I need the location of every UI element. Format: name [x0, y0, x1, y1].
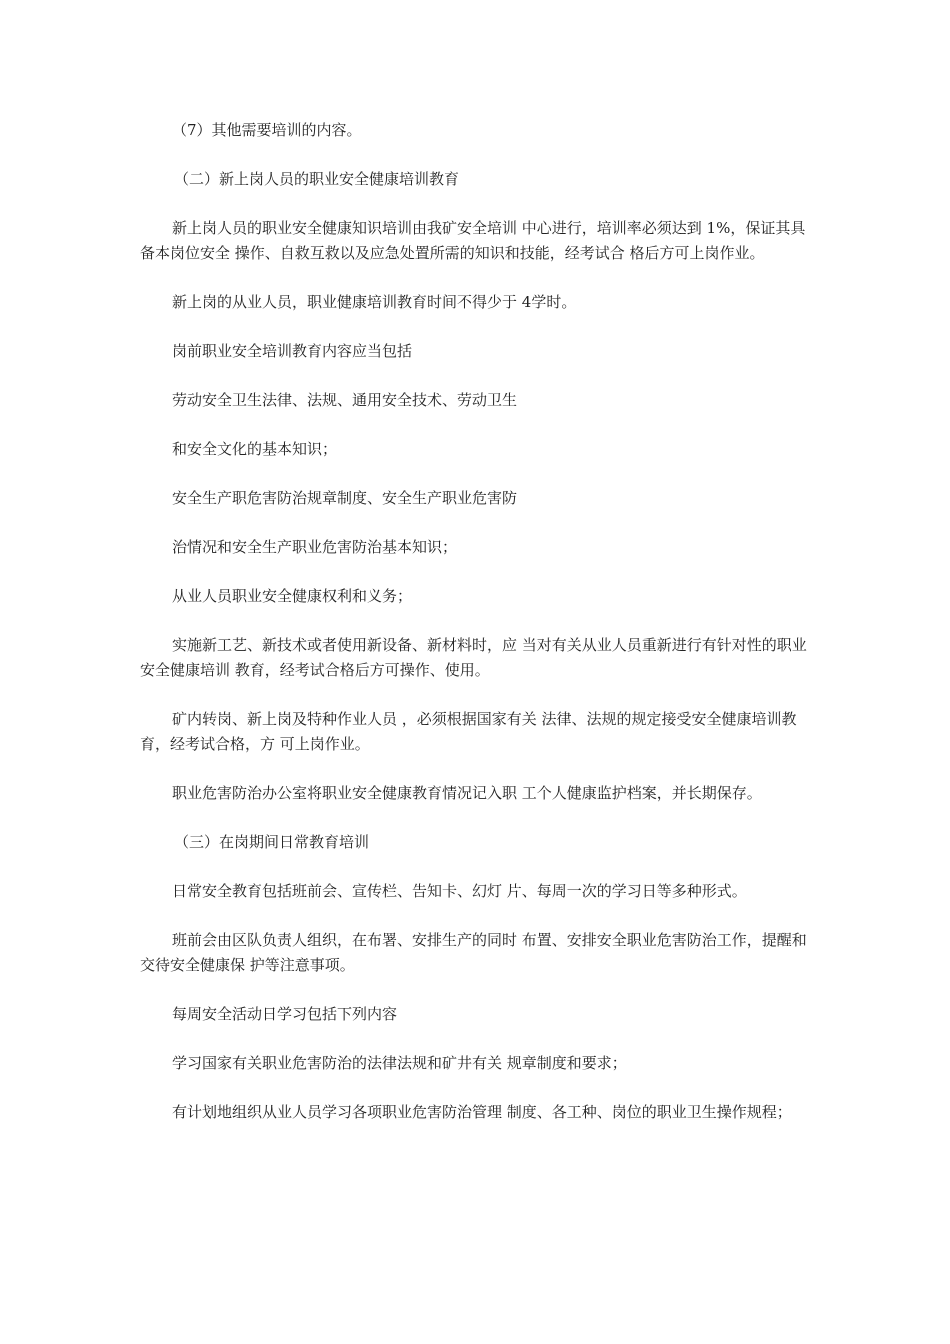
paragraph-training-hours: 新上岗的从业人员，职业健康培训教育时间不得少于 4学时。: [172, 293, 577, 311]
document-body: [140, 118, 812, 1149]
paragraph-rights-duties: 从业人员职业安全健康权利和义务；: [172, 587, 413, 605]
section-heading-new-staff: （二）新上岗人员的职业安全健康培训教育: [174, 170, 460, 188]
paragraph-culture-knowledge: 和安全文化的基本知识；: [172, 440, 338, 458]
paragraph-study-rules: 有计划地组织从业人员学习各项职业危害防治管理 制度、各工种、岗位的职业卫生操作规程；: [172, 1103, 792, 1121]
paragraph-shift-meeting: 班前会由区队负责人组织，在布署、安排生产的同时 布置、安排安全职业危害防治工作，提醒和交待安全健康保 护等注意事项。: [140, 931, 807, 974]
paragraph-new-technology: 实施新工艺、新技术或者使用新设备、新材料时，应 当对有关从业人员重新进行有针对性的职业安全健康培训 教育，经考试合格后方可操作、使用。: [140, 636, 807, 679]
paragraph-weekly-activity: 每周安全活动日学习包括下列内容: [172, 1005, 398, 1023]
paragraph-study-laws: 学习国家有关职业危害防治的法律法规和矿井有关 规章制度和要求；: [172, 1054, 627, 1072]
list-item-other-training: （7）其他需要培训的内容。: [172, 121, 362, 139]
paragraph-prevention-knowledge: 治情况和安全生产职业危害防治基本知识；: [172, 538, 458, 556]
paragraph-law-knowledge: 劳动安全卫生法律、法规、通用安全技术、劳动卫生: [172, 391, 518, 409]
paragraph-content-intro: 岗前职业安全培训教育内容应当包括: [172, 342, 413, 360]
paragraph-health-records: 职业危害防治办公室将职业安全健康教育情况记入职 工个人健康监护档案，并长期保存。: [172, 784, 762, 802]
paragraph-new-staff-training: 新上岗人员的职业安全健康知识培训由我矿安全培训 中心进行，培训率必须达到 1%，保证其具备本岗位安全 操作、自救互救以及应急处置所需的知识和技能，经考试合 格后方可上岗作业。: [140, 219, 806, 262]
section-heading-on-duty: （三）在岗期间日常教育培训: [174, 833, 370, 851]
paragraph-rules: 安全生产职危害防治规章制度、安全生产职业危害防: [172, 489, 518, 507]
paragraph-special-workers: 矿内转岗、新上岗及特种作业人员 ，必须根据国家有关 法律、法规的规定接受安全健康培训教育，经考试合格，方 可上岗作业。: [140, 710, 797, 753]
paragraph-daily-education: 日常安全教育包括班前会、宣传栏、告知卡、幻灯 片、每周一次的学习日等多种形式。: [172, 882, 747, 900]
